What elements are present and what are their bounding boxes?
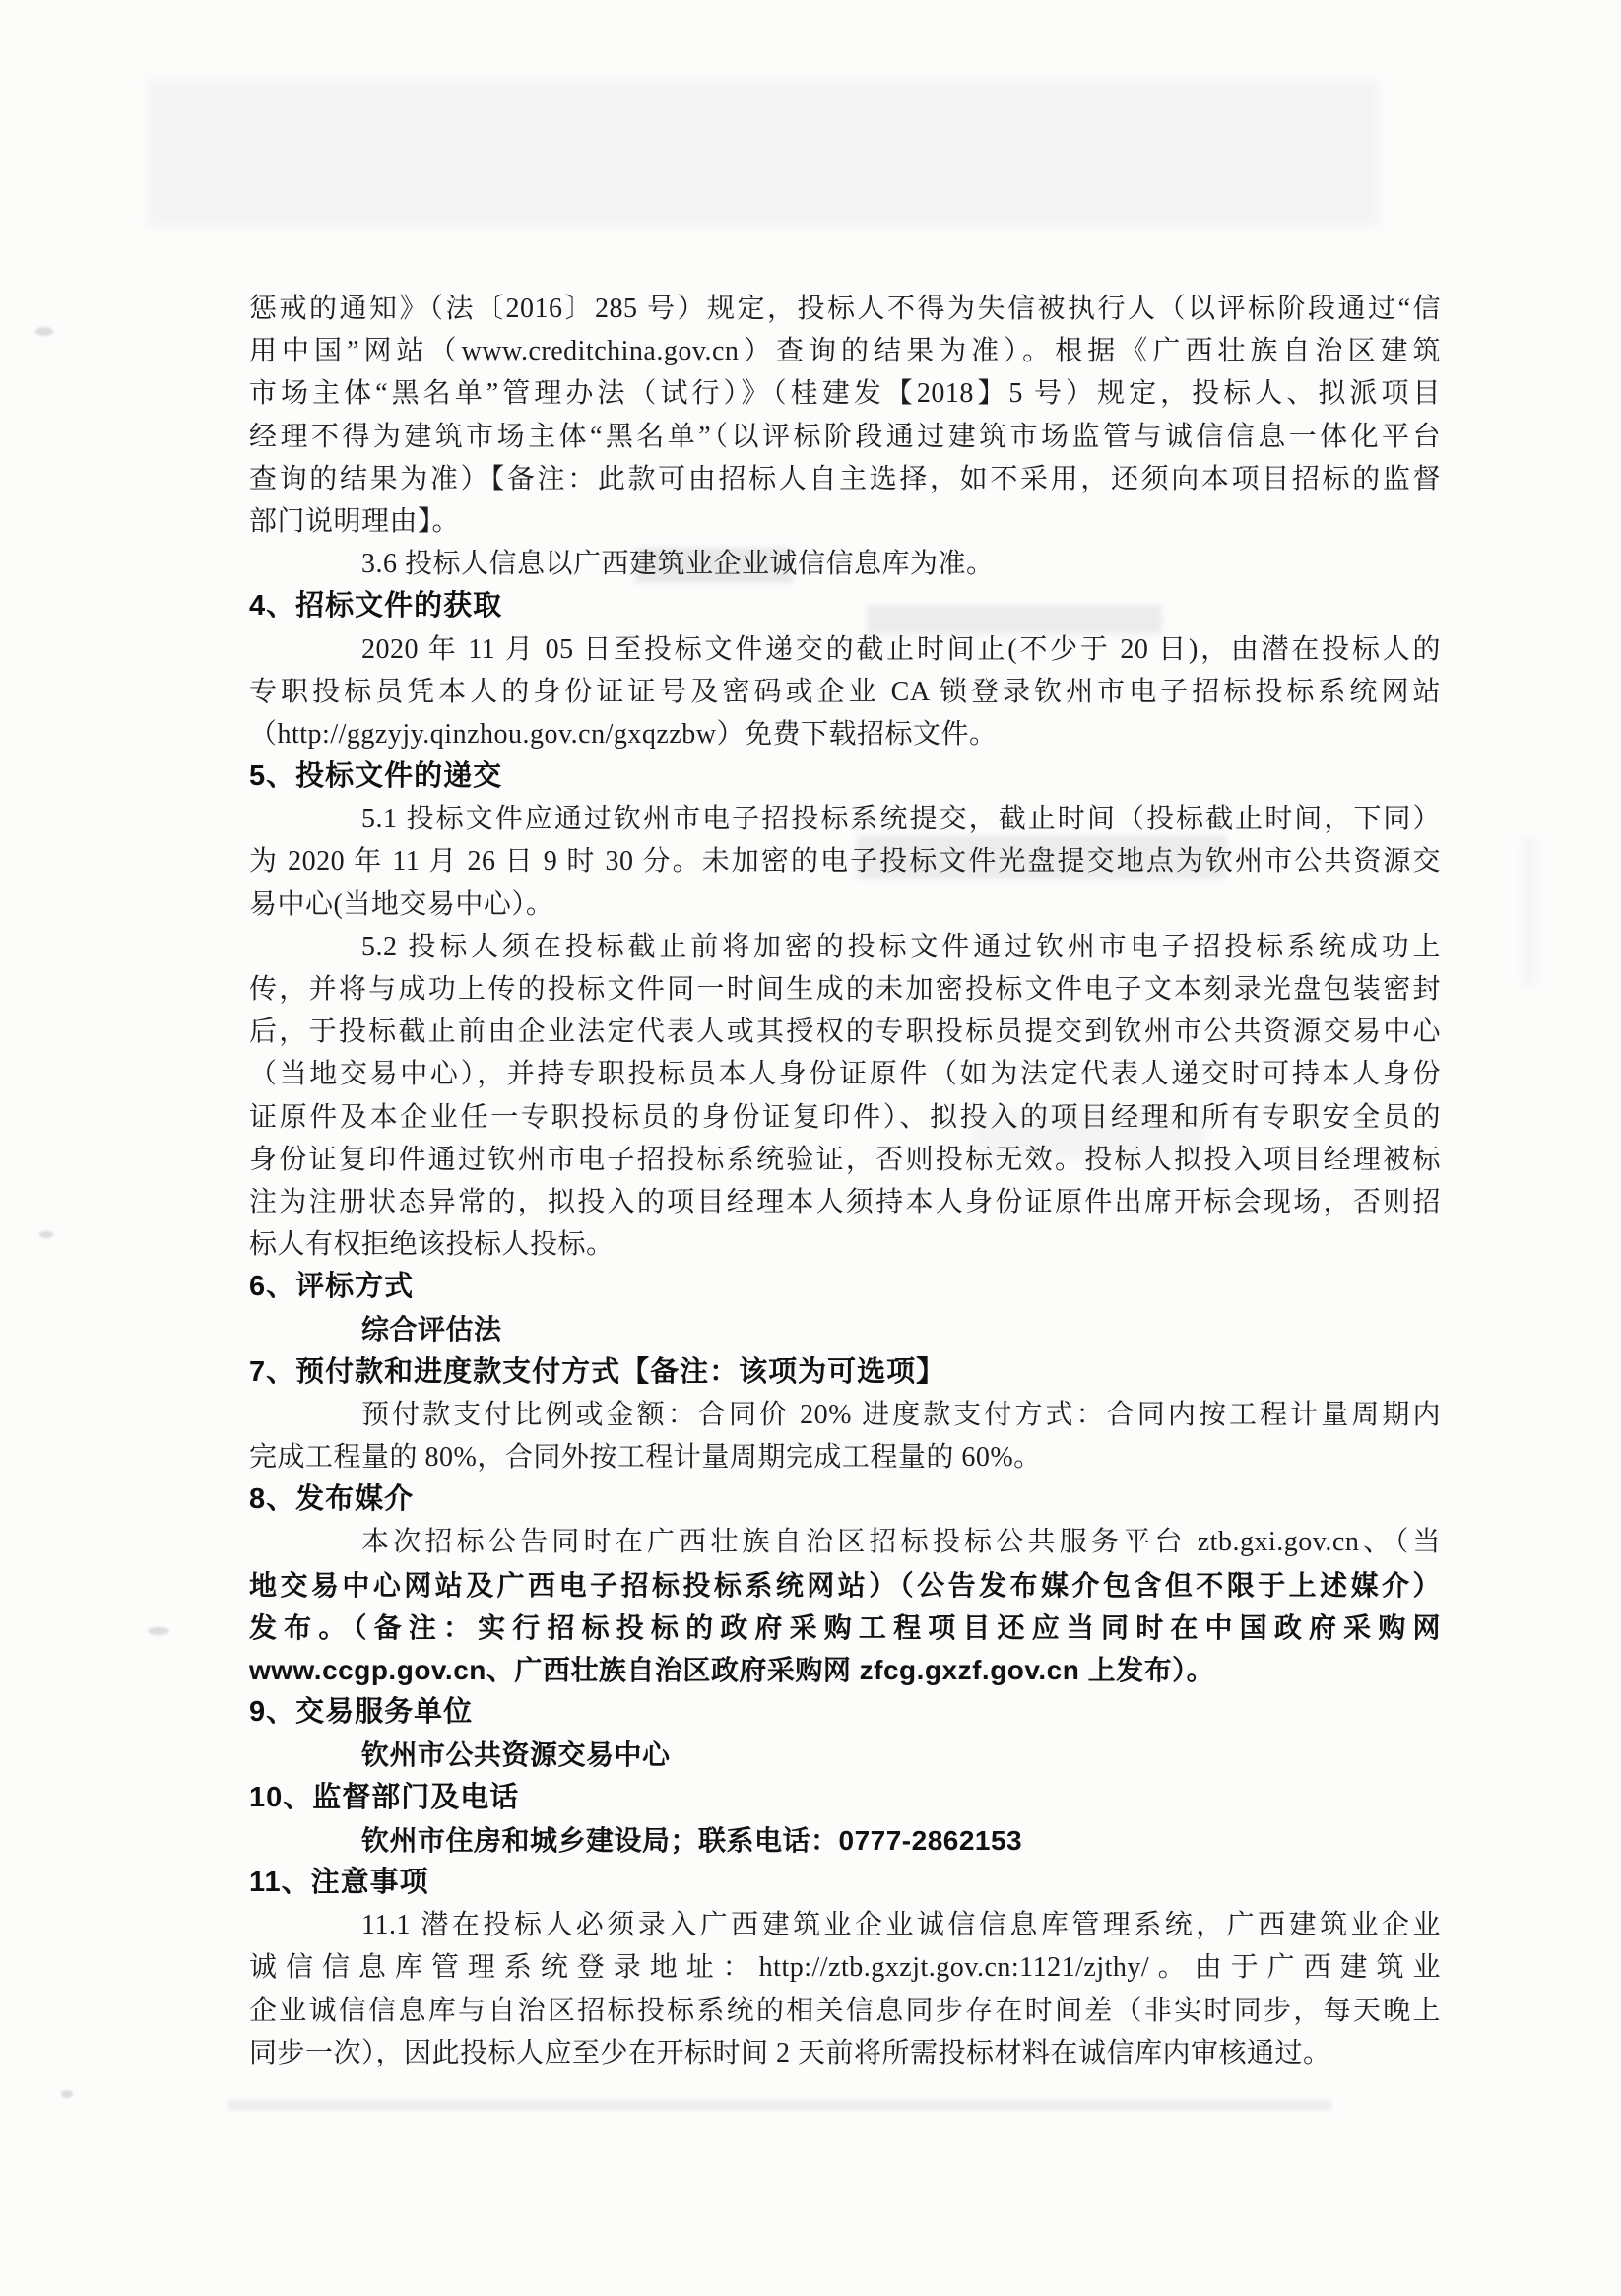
section-heading-11: 11、注意事项 [249, 1866, 429, 1898]
doc-line: 经理不得为建筑市场主体“黑名单”（以评标阶段通过建筑市场监管与诚信信息一体化平台 [249, 421, 1441, 452]
doc-line: 为 2020 年 11 月 26 日 9 时 30 分。未加密的电子投标文件光盘提交地点为钦州市公共资源交 [249, 846, 1441, 878]
section-heading-9: 9、交易服务单位 [249, 1696, 474, 1729]
doc-line: 市场主体“黑名单”管理办法（试行）》（桂建发【2018】5 号）规定，投标人、拟派项目 [249, 378, 1441, 410]
doc-line: 传，并将与成功上传的投标文件同一时间生成的未加密投标文件电子文本刻录光盘包装密封 [249, 974, 1441, 1005]
doc-line: 专职投标员凭本人的身份证证号及密码或企业 CA 锁登录钦州市电子招标投标系统网站 [249, 676, 1441, 707]
supervision-dept-phone: 钦州市住房和城乡建设局；联系电话：0777-2862153 [361, 1824, 1023, 1856]
doc-line: 本次招标公告同时在广西壮族自治区招标投标公共服务平台 ztb.gxi.gov.cn、（当 [361, 1527, 1441, 1558]
doc-line: 部门说明理由】。 [249, 505, 461, 537]
doc-line: 证原件及本企业任一专职投标员的身份证复印件）、拟投入的项目经理和所有专职安全员的 [249, 1101, 1441, 1133]
trade-service-unit: 钦州市公共资源交易中心 [361, 1739, 671, 1771]
document-text-block [249, 288, 1441, 2074]
clause-11-1: 11.1 潜在投标人必须录入广西建筑业企业诚信信息库管理系统，广西建筑业企业 [361, 1910, 1441, 1941]
section-heading-6: 6、评标方式 [249, 1271, 415, 1303]
doc-line: 身份证复印件通过钦州市电子招投标系统验证，否则投标无效。投标人拟投入项目经理被标 [249, 1144, 1441, 1175]
credit-db-url-line: 诚信信息库管理系统登录地址：http://ztb.gxzjt.gov.cn:1121/zjthy/。由于广西建筑业 [249, 1952, 1441, 1984]
doc-line: 2020 年 11 月 05 日至投标文件递交的截止时间止(不少于 20 日)，由潜在投标人的 [361, 633, 1441, 665]
doc-line: 发布。（备注：实行招标投标的政府采购工程项目还应当同时在中国政府采购网 [249, 1611, 1441, 1643]
doc-line: 企业诚信信息库与自治区招标投标系统的相关信息同步存在时间差（非实时同步，每天晚上 [249, 1995, 1441, 2026]
evaluation-method: 综合评估法 [361, 1314, 502, 1345]
doc-line: 后，于投标截止前由企业法定代表人或其授权的专职投标员提交到钦州市公共资源交易中心 [249, 1017, 1441, 1048]
doc-line: 注为注册状态异常的，拟投入的项目经理本人须持本人身份证原件出席开标会现场，否则招 [249, 1186, 1441, 1217]
section-heading-7: 7、预付款和进度款支付方式【备注：该项为可选项】 [249, 1355, 946, 1388]
clause-3-6: 3.6 投标人信息以广西建筑业企业诚信信息库为准。 [361, 549, 995, 580]
section-heading-4: 4、招标文件的获取 [249, 590, 503, 623]
scan-artifact [148, 79, 1379, 227]
scan-artifact [61, 2090, 73, 2098]
doc-line: 标人有权拒绝该投标人投标。 [249, 1229, 615, 1261]
scan-artifact [39, 1231, 53, 1238]
doc-line: 查询的结果为准）【备注：此款可由招标人自主选择，如不采用，还须向本项目招标的监督 [249, 463, 1441, 494]
doc-line: （当地交易中心），并持专职投标员本人身份证原件（如为法定代表人递交时可持本人身份 [249, 1059, 1441, 1090]
clause-5-2: 5.2 投标人须在投标截止前将加密的投标文件通过钦州市电子招投标系统成功上 [361, 931, 1441, 962]
doc-line: 预付款支付比例或金额：合同价 20% 进度款支付方式：合同内按工程计量周期内 [361, 1399, 1441, 1430]
section-heading-5: 5、投标文件的递交 [249, 760, 503, 793]
doc-line: 完成工程量的 80%，合同外按工程计量周期完成工程量的 60%。 [249, 1442, 1042, 1474]
clause-5-1: 5.1 投标文件应通过钦州市电子招投标系统提交，截止时间（投标截止时间，下同） [361, 804, 1441, 835]
doc-line: 同步一次），因此投标人应至少在开标时间 2 天前将所需投标材料在诚信库内审核通过。 [249, 2037, 1331, 2068]
scan-artifact [1523, 837, 1536, 985]
scan-artifact [228, 2100, 1331, 2110]
doc-line: 地交易中心网站及广西电子招标投标系统网站）（公告发布媒介包含但不限于上述媒介） [249, 1569, 1441, 1601]
scan-artifact [35, 327, 53, 336]
section-heading-10: 10、监督部门及电话 [249, 1781, 520, 1813]
section-heading-8: 8、发布媒介 [249, 1483, 415, 1516]
gov-procurement-url-line: www.ccgp.gov.cn、广西壮族自治区政府采购网 zfcg.gxzf.gov.cn 上发布）。 [249, 1655, 1215, 1685]
scan-artifact [148, 1627, 169, 1635]
doc-line: 惩戒的通知》（法〔2016〕285 号）规定，投标人不得为失信被执行人（以评标阶段通过“信 [249, 294, 1441, 324]
doc-line: 易中心(当地交易中心）。 [249, 888, 554, 920]
download-url-line: （http://ggzyjy.qinzhou.gov.cn/gxqzzbw）免费下载招标文件。 [249, 718, 998, 750]
doc-line: 用中国”网站（www.creditchina.gov.cn）查询的结果为准）。根据《广西壮族自治区建筑 [249, 336, 1441, 367]
